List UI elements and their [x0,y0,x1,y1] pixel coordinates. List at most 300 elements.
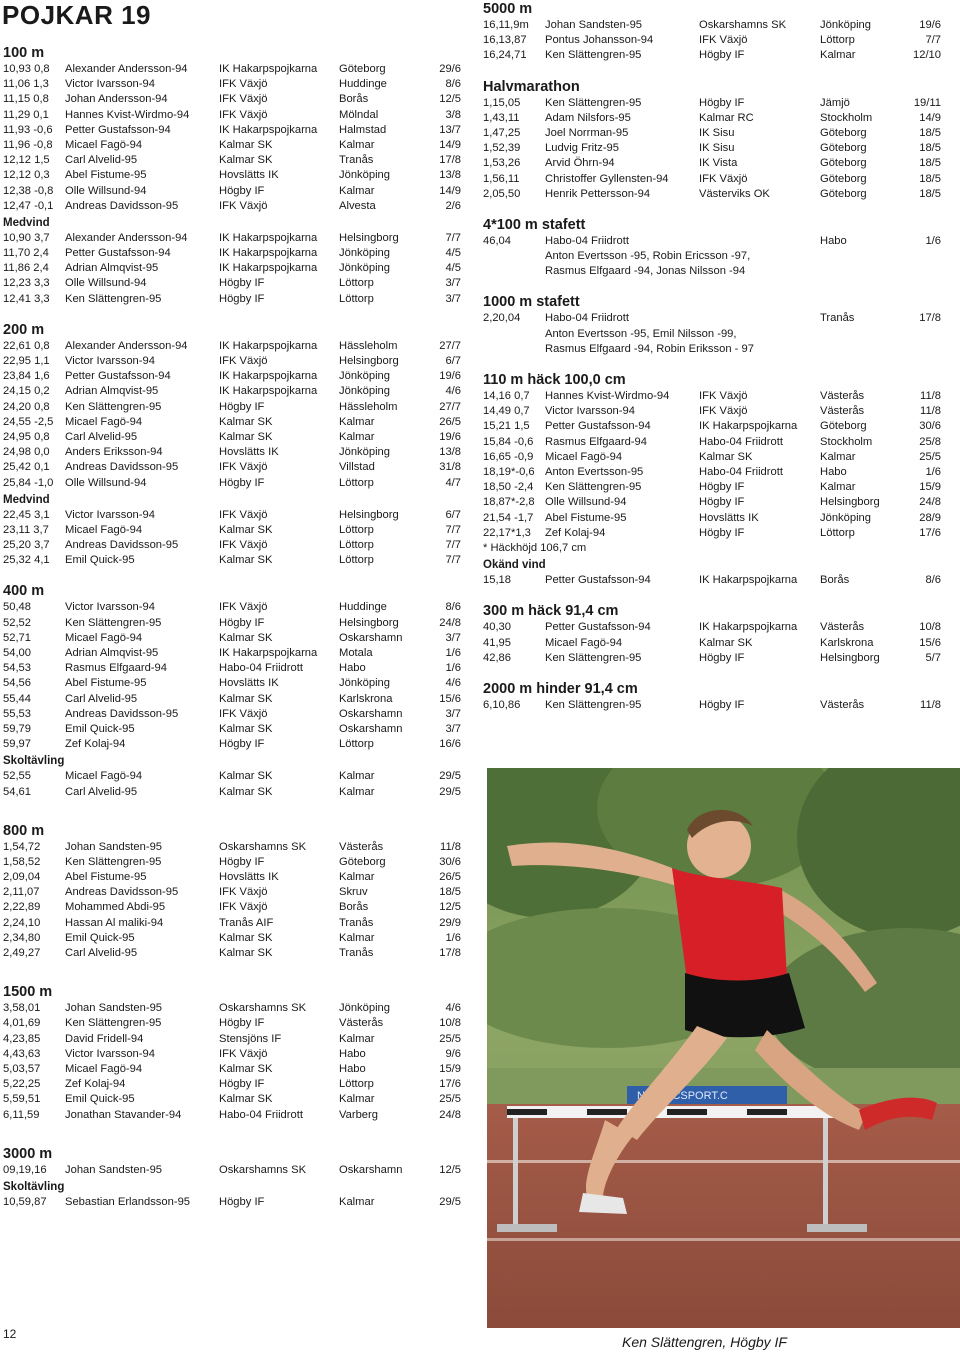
result-result: 22,45 3,1 [3,508,50,521]
result-result: 2,20,04 [483,312,521,325]
result-row [3,339,461,354]
result-date: 24/8 [439,1108,461,1121]
result-venue: Habo [339,1047,366,1060]
event-section [3,44,461,307]
result-date: 14/9 [439,184,461,197]
hurdler-photo [487,768,960,1328]
result-athlete: Rasmus Elfgaard-94 [545,435,647,448]
result-venue: Göteborg [820,157,867,170]
result-result: 23,84 1,6 [3,370,50,383]
result-club: Kalmar SK [219,692,273,705]
result-athlete: Adam Nilsfors-95 [545,111,631,124]
result-club: Högby IF [699,49,745,62]
result-athlete: Ken Slättengren-95 [65,1017,162,1030]
result-date: 13/8 [439,169,461,182]
result-club: IFK Växjö [219,539,268,552]
result-row [3,692,461,707]
result-result: 12,12 0,3 [3,169,50,182]
result-club: IK Sisu [699,142,735,155]
event-title: 200 m [3,321,45,338]
result-club: Högby IF [219,400,265,413]
result-athlete: Andreas Davidsson-95 [65,886,179,899]
result-venue: Tranås [820,312,855,325]
result-result: 41,95 [483,636,511,649]
result-athlete: Arvid Öhrn-94 [545,157,615,170]
result-row [3,123,461,138]
result-club: IK Hakarpspojkarna [219,63,318,75]
wind-subheading: Skoltävling [3,755,65,768]
result-row [3,707,461,722]
result-athlete: Olle Willsund-94 [545,496,627,509]
result-result: 24,55 -2,5 [3,415,54,428]
result-row [3,900,461,915]
result-row [3,931,461,946]
result-date: 19/6 [439,370,461,383]
result-date: 17/6 [439,1078,461,1091]
result-row [483,465,941,480]
event-title: 110 m häck 100,0 cm [483,372,626,389]
result-club: Kalmar RC [699,111,754,124]
result-club: Habo-04 Friidrott [219,1108,303,1121]
result-athlete: Carl Alvelid-95 [65,785,138,798]
result-venue: Helsingborg [339,355,399,367]
result-athlete: Victor Ivarsson-94 [65,1047,155,1060]
result-athlete: Andreas Davidsson-95 [65,539,179,552]
result-result: 15,21 1,5 [483,420,530,433]
page-title: POJKAR 19 [2,0,151,30]
result-club: Högby IF [699,526,745,539]
result-date: 7/7 [925,34,941,47]
result-athlete: Victor Ivarsson-94 [65,78,155,91]
result-venue: Göteborg [339,63,386,75]
result-date: 29/5 [439,1195,461,1208]
right-results-column [483,0,941,713]
result-result: 4,23,85 [3,1032,41,1045]
result-date: 19/6 [919,19,941,31]
result-venue: Kalmar [820,450,856,463]
result-row [3,430,461,445]
result-athlete: Hannes Kvist-Wirdmo-94 [65,108,190,121]
result-row [3,631,461,646]
result-club: IFK Växjö [219,508,268,521]
result-venue: Västerås [820,390,865,403]
result-date: 8/6 [445,601,461,614]
result-result: 40,30 [483,621,511,634]
result-athlete: Zef Kolaj-94 [65,1078,126,1091]
result-result: 54,56 [3,677,31,690]
result-venue: Löttorp [820,526,855,539]
result-date: 3/7 [445,277,461,290]
result-venue: Borås [820,574,850,587]
result-row [483,495,941,510]
event-section [3,321,461,569]
result-club: Kalmar SK [219,554,273,567]
result-athlete: Anton Evertsson-95 [545,466,644,478]
result-result: 2,24,10 [3,916,41,929]
result-club: Kalmar SK [219,1093,273,1106]
result-club: Hovslätts IK [219,871,279,884]
result-athlete: Victor Ivarsson-94 [65,355,155,367]
result-club: IK Sisu [699,126,735,139]
result-club: Högby IF [219,1078,265,1091]
result-athlete: Petter Gustafsson-94 [65,247,171,260]
result-result: 12,38 -0,8 [3,184,54,197]
result-date: 29/5 [439,785,461,798]
result-date: 2/6 [445,199,461,212]
result-result: 25,32 4,1 [3,554,50,567]
result-date: 4/6 [445,385,461,398]
result-venue: Habo [820,234,847,247]
result-row [3,855,461,870]
event-title: 300 m häck 91,4 cm [483,603,619,620]
event-section [3,822,461,962]
result-athlete: Carl Alvelid-95 [65,430,138,443]
result-result: 16,24,71 [483,49,527,62]
relay-team-members: Rasmus Elfgaard -94, Robin Eriksson - 97 [545,342,754,355]
result-date: 31/8 [439,461,461,474]
result-venue: Kalmar [339,415,375,428]
result-date: 27/7 [439,400,461,413]
result-date: 27/7 [439,339,461,352]
result-club: Högby IF [699,481,745,494]
result-club: Hovslätts IK [219,677,279,690]
result-row [483,419,941,434]
result-date: 24/8 [919,496,941,509]
result-club: Högby IF [219,855,265,868]
result-club: IK Hakarpspojkarna [699,621,798,634]
result-row [3,523,461,538]
result-venue: Löttorp [339,554,374,567]
result-date: 4/5 [445,247,461,260]
result-row [3,168,461,183]
result-venue: Borås [339,901,369,914]
result-club: IK Hakarpspojkarna [219,385,318,398]
left-results-column [3,44,461,1210]
result-date: 25/5 [919,450,941,463]
result-row [483,404,941,419]
result-result: 4,43,63 [3,1047,41,1060]
result-athlete: Zef Kolaj-94 [65,738,126,751]
result-venue: Löttorp [820,34,855,47]
result-date: 18/5 [919,142,941,155]
result-venue: Kalmar [339,1032,375,1045]
result-result: 50,48 [3,601,31,614]
result-venue: Helsingborg [339,508,399,521]
result-venue: Jämjö [820,96,850,109]
result-row [3,199,461,214]
result-club: Hovslätts IK [219,446,279,459]
result-venue: Stockholm [820,435,873,448]
result-athlete: Ken Slättengren-95 [65,616,162,629]
result-club: Tranås AIF [219,916,274,929]
result-club: Kalmar SK [219,154,273,167]
event-section [3,983,461,1123]
result-date: 26/5 [439,415,461,428]
result-club: IFK Växjö [219,93,268,106]
result-club: IFK Växjö [219,601,268,614]
result-athlete: Emil Quick-95 [65,1093,135,1106]
result-athlete: Pontus Johansson-94 [545,34,654,47]
result-date: 11/8 [440,840,461,853]
event-section [483,602,941,666]
result-club: IK Hakarpspojkarna [219,262,318,275]
result-result: 11,96 -0,8 [3,138,53,151]
event-title: 2000 m hinder 91,4 cm [483,680,638,697]
result-venue: Kalmar [339,1195,375,1208]
result-venue: Oskarshamn [339,707,403,720]
result-result: 16,11,9m [483,19,529,31]
result-date: 12/5 [439,1163,461,1176]
result-result: 2,05,50 [483,187,521,200]
result-date: 14/9 [919,111,941,124]
result-club: Högby IF [699,698,745,711]
result-date: 13/8 [439,446,461,459]
result-athlete: Jonathan Stavander-94 [65,1108,182,1121]
result-result: 2,11,07 [3,886,40,899]
result-result: 1,15,05 [483,96,521,109]
result-date: 9/6 [445,1047,461,1060]
result-result: 59,79 [3,722,31,735]
result-result: 12,47 -0,1 [3,199,54,212]
result-result: 24,95 0,8 [3,430,50,443]
result-club: IFK Växjö [219,886,268,899]
result-venue: Göteborg [339,855,386,868]
result-result: 1,43,11 [483,111,520,124]
result-venue: Löttorp [339,277,374,290]
result-result: 1,58,52 [3,855,41,868]
result-venue: Hässleholm [339,400,398,413]
result-venue: Göteborg [820,126,867,139]
result-date: 30/6 [439,855,461,868]
result-row [483,450,941,465]
result-result: 22,95 1,1 [3,355,50,367]
result-venue: Jönköping [339,1002,391,1015]
result-athlete: Carl Alvelid-95 [65,947,138,959]
result-club: IFK Växjö [219,78,268,91]
result-result: 25,20 3,7 [3,539,50,552]
result-date: 5/7 [925,651,941,664]
result-result: 16,65 -0,9 [483,450,534,463]
result-result: 12,12 1,5 [3,154,50,167]
result-venue: Kalmar [339,931,375,944]
result-venue: Tranås [339,947,374,959]
result-date: 25/8 [919,435,941,448]
result-result: 22,61 0,8 [3,339,50,352]
event-title: 1000 m stafett [483,294,580,311]
result-result: 3,58,01 [3,1002,41,1015]
result-club: IK Hakarpspojkarna [699,420,798,433]
result-venue: Löttorp [339,523,374,536]
result-date: 18/5 [919,172,941,185]
result-athlete: David Fridell-94 [65,1032,144,1045]
result-club: IFK Växjö [699,405,748,418]
result-athlete: Emil Quick-95 [65,554,135,567]
result-athlete: Johan Sandsten-95 [65,840,163,853]
result-result: 18,19*-0,6 [483,466,535,478]
result-club: Kalmar SK [219,631,273,644]
result-venue: Oskarshamn [339,631,403,644]
result-result: 42,86 [483,651,511,664]
relay-team-members: Rasmus Elfgaard -94, Jonas Nilsson -94 [545,265,746,278]
result-date: 12/5 [439,93,461,106]
result-venue: Jönköping [339,370,391,383]
result-club: IFK Växjö [219,1047,268,1060]
result-result: 11,06 1,3 [3,78,49,91]
result-venue: Kalmar [339,138,375,151]
result-athlete: Ken Slättengren-95 [65,855,162,868]
result-athlete: Micael Fagö-94 [545,636,623,649]
result-athlete: Ken Slättengren-95 [545,481,642,494]
result-club: Kalmar SK [699,636,753,649]
result-athlete: Christoffer Gyllensten-94 [545,172,669,185]
result-result: 18,87*-2,8 [483,496,535,509]
result-row [3,1047,461,1062]
result-row [483,156,941,171]
result-club: Kalmar SK [219,523,273,536]
result-athlete: Emil Quick-95 [65,722,135,735]
result-venue: Göteborg [820,420,867,433]
result-result: 10,93 0,8 [3,63,50,75]
result-athlete: Johan Andersson-94 [65,93,168,106]
result-date: 7/7 [445,554,461,567]
result-row [3,354,461,369]
page-number: 12 [3,1327,17,1341]
result-athlete: Andreas Davidsson-95 [65,461,179,474]
result-club: Kalmar SK [219,770,273,783]
result-date: 3/7 [445,292,461,305]
result-date: 1/6 [925,234,941,247]
result-athlete: Ludvig Fritz-95 [545,142,619,155]
result-row [3,916,461,931]
result-venue: Halmstad [339,123,387,136]
result-athlete: Ken Slättengren-95 [545,96,642,109]
result-venue: Helsingborg [820,496,880,509]
result-venue: Hässleholm [339,339,398,352]
banner-lettering: NORDICSPORT.C [637,1090,728,1102]
result-venue: Oskarshamn [339,722,403,735]
result-row [3,384,461,399]
event-title: 4*100 m stafett [483,216,586,233]
result-date: 1/6 [445,647,461,659]
result-venue: Kalmar [820,481,856,494]
result-row [483,389,941,404]
result-venue: Löttorp [339,476,374,489]
result-row [483,111,941,126]
result-result: 54,61 [3,785,31,798]
result-result: 52,52 [3,616,31,629]
result-date: 15/9 [439,1062,461,1075]
result-row [3,616,461,631]
result-row [483,311,941,326]
result-club: Kalmar SK [219,430,273,443]
result-result: 52,71 [3,631,31,644]
result-row [483,141,941,156]
result-athlete: Olle Willsund-94 [65,476,147,489]
result-venue: Oskarshamn [339,1163,403,1176]
result-club: Kalmar SK [219,785,273,798]
result-club: IFK Växjö [219,461,268,474]
result-athlete: Petter Gustafsson-94 [545,574,651,587]
result-result: 24,20 0,8 [3,400,50,413]
result-athlete: Mohammed Abdi-95 [65,901,166,914]
result-athlete: Joel Norrman-95 [545,126,629,139]
result-date: 4/6 [445,677,461,690]
result-date: 3/7 [445,722,461,735]
result-athlete: Abel Fistume-95 [65,677,147,690]
result-club: Högby IF [219,1017,265,1030]
result-athlete: Olle Willsund-94 [65,184,147,197]
result-row [3,1195,461,1210]
event-section [483,216,941,280]
event-title: 800 m [3,822,45,839]
result-result: 2,22,89 [3,901,41,914]
result-venue: Habo [339,1062,366,1075]
result-date: 4/5 [445,262,461,275]
result-club: Habo-04 Friidrott [219,662,303,675]
result-athlete: Adrian Almqvist-95 [65,647,159,659]
result-club: Högby IF [219,292,265,305]
result-row [3,870,461,885]
result-venue: Göteborg [820,142,867,155]
result-row [3,77,461,92]
result-date: 17/8 [439,947,461,959]
result-venue: Löttorp [339,292,374,305]
result-athlete: Petter Gustafsson-94 [65,123,171,136]
result-result: 2,49,27 [3,947,41,959]
result-row [483,636,941,651]
result-club: Kalmar SK [219,947,273,959]
result-result: 11,70 2,4 [3,247,49,260]
result-club: Högby IF [219,1195,265,1208]
result-result: 4,01,69 [3,1017,41,1030]
result-venue: Helsingborg [820,651,880,664]
result-date: 15/6 [439,692,461,705]
result-row [483,573,941,588]
result-date: 7/7 [445,231,461,244]
result-row [483,48,941,63]
result-row [3,840,461,855]
result-date: 15/6 [919,636,941,649]
event-title: Halvmarathon [483,78,580,95]
result-club: Hovslätts IK [699,511,759,524]
result-row [3,369,461,384]
result-club: Högby IF [699,651,745,664]
result-row [3,460,461,475]
result-row [3,445,461,460]
result-athlete: Alexander Andersson-94 [65,339,188,352]
result-club: IFK Växjö [219,901,268,914]
result-athlete: Rasmus Elfgaard-94 [65,662,167,675]
result-row [3,885,461,900]
result-venue: Löttorp [339,1078,374,1091]
result-athlete: Victor Ivarsson-94 [65,601,155,614]
result-date: 7/7 [445,539,461,552]
result-row [3,508,461,523]
result-date: 19/11 [913,96,941,109]
result-date: 28/9 [919,511,941,524]
result-row [483,187,941,202]
result-result: 6,10,86 [483,698,521,711]
result-row [483,480,941,495]
result-venue: Jönköping [820,511,872,524]
result-result: 24,98 0,0 [3,446,50,459]
result-club: IFK Växjö [219,355,268,367]
result-club: IK Hakarpspojkarna [219,647,318,659]
result-result: 22,17*1,3 [483,526,531,539]
result-row [3,476,461,491]
result-result: 25,42 0,1 [3,461,50,474]
event-title: 400 m [3,583,45,600]
